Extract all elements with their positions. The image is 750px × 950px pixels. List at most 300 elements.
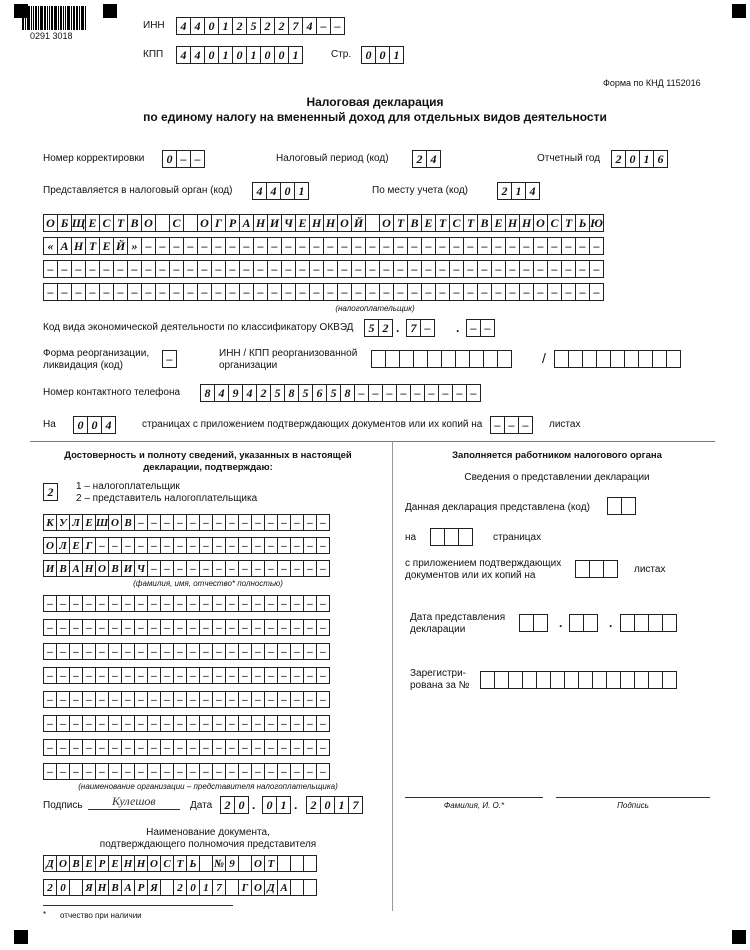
office-date-month[interactable] <box>569 614 597 632</box>
empty-cell <box>662 671 677 689</box>
char-cell: 0 <box>375 46 390 64</box>
char-cell: – <box>173 739 187 756</box>
char-cell: 7 <box>212 879 226 896</box>
date-day-cells[interactable] <box>220 796 248 814</box>
char-cell: – <box>303 643 317 660</box>
corner-marker-bl <box>14 930 28 944</box>
office-date-dot-1: . <box>559 616 563 630</box>
char-cell: – <box>121 739 135 756</box>
okved-dot-2: . <box>456 321 460 335</box>
barcode-bar <box>22 6 24 30</box>
char-cell: – <box>95 643 109 660</box>
char-cell: – <box>43 283 58 301</box>
char-cell: – <box>281 283 296 301</box>
confirm-heading-1: Достоверность и полноту сведений, указанных в настоящей <box>64 450 352 461</box>
char-cell: – <box>212 595 226 612</box>
char-cell: – <box>449 237 464 255</box>
char-cell: Б <box>57 214 72 232</box>
char-cell: – <box>290 739 304 756</box>
char-cell: 8 <box>284 384 299 402</box>
char-cell: – <box>290 763 304 780</box>
char-cell: В <box>108 879 122 896</box>
char-cell: – <box>186 619 200 636</box>
char-cell: – <box>95 595 109 612</box>
char-cell: – <box>95 667 109 684</box>
char-cell: – <box>351 283 366 301</box>
char-cell: 7 <box>288 17 303 35</box>
taxpayer-name-row-1[interactable] <box>43 214 603 232</box>
char-cell: 2 <box>43 483 58 501</box>
org-row-4[interactable] <box>43 667 329 685</box>
char-cell: – <box>69 691 83 708</box>
office-reg-cells[interactable] <box>480 671 676 689</box>
char-cell: – <box>225 715 239 732</box>
char-cell: – <box>303 763 317 780</box>
char-cell: – <box>197 283 212 301</box>
char-cell: О <box>251 879 265 896</box>
surname-cells[interactable] <box>43 514 329 532</box>
char-cell: – <box>491 260 506 278</box>
char-cell: – <box>173 619 187 636</box>
char-cell: Е <box>295 214 310 232</box>
char-cell: Н <box>519 214 534 232</box>
empty-cell <box>648 614 663 632</box>
char-cell <box>290 855 304 872</box>
char-cell: – <box>561 237 576 255</box>
char-cell: В <box>127 214 142 232</box>
char-cell: – <box>251 715 265 732</box>
char-cell: – <box>186 691 200 708</box>
char-cell: О <box>337 214 352 232</box>
char-cell: Т <box>264 855 278 872</box>
char-cell: – <box>238 667 252 684</box>
signer-option-1: 1 – налогоплательщик <box>76 481 180 492</box>
char-cell: – <box>239 283 254 301</box>
char-cell: – <box>82 619 96 636</box>
char-cell: – <box>316 667 330 684</box>
char-cell: 1 <box>246 46 261 64</box>
char-cell: – <box>264 763 278 780</box>
date-month-cells[interactable] <box>262 796 290 814</box>
char-cell: Н <box>505 214 520 232</box>
taxpayer-name-row-3[interactable] <box>43 260 603 278</box>
char-cell: – <box>160 763 174 780</box>
empty-cell <box>589 560 604 578</box>
char-cell: – <box>147 595 161 612</box>
char-cell: « <box>43 237 58 255</box>
date-year-cells[interactable] <box>306 796 362 814</box>
office-code-cells[interactable] <box>607 497 635 515</box>
sign-label: Подпись <box>43 800 83 811</box>
char-cell: – <box>251 691 265 708</box>
char-cell: – <box>69 595 83 612</box>
reorg-slash: / <box>542 350 546 366</box>
char-cell <box>183 214 198 232</box>
char-cell: – <box>438 384 453 402</box>
char-cell: – <box>379 283 394 301</box>
year-cells[interactable] <box>611 150 667 168</box>
org-row-1[interactable] <box>43 595 329 613</box>
signature-line <box>88 809 180 810</box>
place-cells[interactable] <box>497 182 539 200</box>
char-cell: – <box>82 691 96 708</box>
char-cell: – <box>589 283 604 301</box>
char-cell: – <box>43 619 57 636</box>
char-cell: – <box>490 416 505 434</box>
char-cell: – <box>303 667 317 684</box>
char-cell: – <box>147 667 161 684</box>
char-cell: 1 <box>288 46 303 64</box>
char-cell: – <box>56 739 70 756</box>
char-cell: К <box>43 514 57 531</box>
char-cell: – <box>186 537 200 554</box>
signer-code-cell[interactable] <box>43 483 57 501</box>
char-cell: – <box>290 715 304 732</box>
char-cell: – <box>505 260 520 278</box>
char-cell: – <box>251 595 265 612</box>
char-cell: – <box>533 260 548 278</box>
char-cell: Т <box>393 214 408 232</box>
kpp-cells[interactable] <box>176 46 302 64</box>
office-sheets-cells[interactable] <box>575 560 617 578</box>
char-cell: – <box>316 715 330 732</box>
char-cell: – <box>71 283 86 301</box>
char-cell: – <box>134 691 148 708</box>
char-cell: – <box>316 643 330 660</box>
char-cell: – <box>253 283 268 301</box>
char-cell: – <box>519 283 534 301</box>
char-cell: – <box>199 514 213 531</box>
empty-cell <box>455 350 470 368</box>
reorg-cells[interactable] <box>162 350 176 368</box>
char-cell: – <box>277 643 291 660</box>
char-cell: В <box>56 560 70 577</box>
char-cell: 1 <box>639 150 654 168</box>
char-cell: – <box>121 643 135 660</box>
char-cell <box>303 879 317 896</box>
reorg-inn-cells[interactable] <box>371 350 511 368</box>
char-cell: – <box>212 514 226 531</box>
authority-cells[interactable] <box>252 182 308 200</box>
char-cell: – <box>303 595 317 612</box>
char-cell: – <box>108 595 122 612</box>
char-cell: – <box>303 619 317 636</box>
char-cell: – <box>134 763 148 780</box>
char-cell: – <box>316 739 330 756</box>
char-cell: – <box>393 283 408 301</box>
char-cell <box>199 855 213 872</box>
org-row-8[interactable] <box>43 763 329 781</box>
barcode-bar <box>81 6 84 30</box>
char-cell: В <box>407 214 422 232</box>
barcode-bar <box>40 6 43 30</box>
char-cell: – <box>169 283 184 301</box>
char-cell: – <box>108 537 122 554</box>
char-cell: – <box>504 416 519 434</box>
taxpayer-caption: (налогоплательщик) <box>335 304 415 313</box>
char-cell: О <box>141 214 156 232</box>
date-dot-2: . <box>294 798 298 812</box>
char-cell: – <box>95 619 109 636</box>
char-cell: – <box>435 283 450 301</box>
empty-cell <box>624 350 639 368</box>
sheets-cells[interactable] <box>490 416 532 434</box>
char-cell: В <box>121 514 135 531</box>
empty-cell <box>413 350 428 368</box>
char-cell: – <box>43 643 57 660</box>
char-cell: Е <box>82 514 96 531</box>
char-cell: 1 <box>276 796 291 814</box>
char-cell: 4 <box>214 384 229 402</box>
office-date-year[interactable] <box>620 614 676 632</box>
char-cell: О <box>43 537 57 554</box>
char-cell: И <box>267 214 282 232</box>
office-pages-label: страницах <box>493 532 542 543</box>
char-cell: – <box>316 537 330 554</box>
char-cell: Н <box>134 855 148 872</box>
date-dot-1: . <box>252 798 256 812</box>
char-cell: – <box>160 514 174 531</box>
barcode-bar <box>54 6 57 30</box>
char-cell: 4 <box>190 46 205 64</box>
org-row-5[interactable] <box>43 691 329 709</box>
char-cell: – <box>290 667 304 684</box>
char-cell: – <box>199 560 213 577</box>
char-cell: – <box>82 739 96 756</box>
char-cell: Ь <box>186 855 200 872</box>
char-cell: – <box>134 537 148 554</box>
char-cell: – <box>82 715 96 732</box>
page-cells[interactable] <box>361 46 403 64</box>
char-cell: – <box>173 560 187 577</box>
char-cell: – <box>477 260 492 278</box>
office-sign-line <box>556 797 710 798</box>
correction-cells[interactable] <box>162 150 204 168</box>
char-cell: Я <box>147 879 161 896</box>
char-cell: – <box>316 595 330 612</box>
char-cell: – <box>435 237 450 255</box>
barcode-bar <box>79 6 80 30</box>
char-cell: – <box>43 691 57 708</box>
char-cell: – <box>108 691 122 708</box>
char-cell: 4 <box>242 384 257 402</box>
char-cell: – <box>393 260 408 278</box>
char-cell: 8 <box>340 384 355 402</box>
char-cell: 2 <box>274 17 289 35</box>
doc-row-1[interactable] <box>43 855 316 873</box>
char-cell: 6 <box>653 150 668 168</box>
char-cell: – <box>561 283 576 301</box>
char-cell: – <box>147 560 161 577</box>
char-cell: Д <box>43 855 57 872</box>
char-cell: Ш <box>95 514 109 531</box>
char-cell: А <box>57 237 72 255</box>
inn-cells[interactable] <box>176 17 344 35</box>
char-cell: – <box>186 560 200 577</box>
char-cell: – <box>303 560 317 577</box>
char-cell: 5 <box>246 17 261 35</box>
char-cell: 2 <box>611 150 626 168</box>
barcode-bar <box>47 6 48 30</box>
char-cell: – <box>547 283 562 301</box>
char-cell: – <box>533 237 548 255</box>
empty-cell <box>441 350 456 368</box>
okved-cells-1[interactable] <box>364 319 392 337</box>
patronymic-cells[interactable] <box>43 560 329 578</box>
char-cell: Ч <box>134 560 148 577</box>
char-cell: – <box>121 667 135 684</box>
char-cell: Е <box>421 214 436 232</box>
pages-cells[interactable] <box>73 416 115 434</box>
office-date-day[interactable] <box>519 614 547 632</box>
org-row-6[interactable] <box>43 715 329 733</box>
period-cells[interactable] <box>412 150 440 168</box>
char-cell: – <box>264 514 278 531</box>
char-cell: Й <box>113 237 128 255</box>
barcode-bar <box>27 6 30 30</box>
taxpayer-name-row-4[interactable] <box>43 283 603 301</box>
char-cell: – <box>141 260 156 278</box>
empty-cell <box>469 350 484 368</box>
char-cell: Я <box>82 879 96 896</box>
char-cell: 1 <box>218 46 233 64</box>
char-cell: – <box>253 260 268 278</box>
char-cell: – <box>239 260 254 278</box>
firstname-cells[interactable] <box>43 537 329 555</box>
office-date-dot-2: . <box>609 616 613 630</box>
empty-cell <box>536 671 551 689</box>
char-cell: 2 <box>497 182 512 200</box>
char-cell: – <box>575 260 590 278</box>
char-cell: – <box>303 691 317 708</box>
char-cell: – <box>211 283 226 301</box>
org-row-3[interactable] <box>43 643 329 661</box>
doc-row-2[interactable] <box>43 879 316 897</box>
char-cell: – <box>82 643 96 660</box>
char-cell: 0 <box>625 150 640 168</box>
char-cell: – <box>491 237 506 255</box>
char-cell: – <box>95 691 109 708</box>
char-cell: Е <box>85 214 100 232</box>
char-cell: – <box>407 260 422 278</box>
char-cell: Н <box>323 214 338 232</box>
char-cell: – <box>121 595 135 612</box>
char-cell: – <box>368 384 383 402</box>
taxpayer-name-row-2[interactable] <box>43 237 603 255</box>
char-cell: О <box>95 560 109 577</box>
empty-cell <box>550 671 565 689</box>
char-cell: – <box>160 595 174 612</box>
char-cell: » <box>127 237 142 255</box>
char-cell: – <box>463 283 478 301</box>
corner-marker-br <box>732 930 746 944</box>
char-cell: – <box>43 260 58 278</box>
char-cell: 2 <box>256 384 271 402</box>
barcode-bar <box>65 6 66 30</box>
char-cell: С <box>160 855 174 872</box>
org-row-2[interactable] <box>43 619 329 637</box>
char-cell: – <box>290 691 304 708</box>
org-row-7[interactable] <box>43 739 329 757</box>
char-cell: – <box>225 514 239 531</box>
char-cell: – <box>160 537 174 554</box>
char-cell: – <box>463 237 478 255</box>
char-cell: – <box>480 319 495 337</box>
char-cell: – <box>264 537 278 554</box>
char-cell: – <box>264 715 278 732</box>
empty-cell <box>592 671 607 689</box>
char-cell: Р <box>95 855 109 872</box>
char-cell: – <box>85 283 100 301</box>
char-cell: – <box>121 537 135 554</box>
char-cell: – <box>95 763 109 780</box>
char-cell: О <box>533 214 548 232</box>
char-cell: С <box>547 214 562 232</box>
office-pages-cells[interactable] <box>430 528 472 546</box>
empty-cell <box>427 350 442 368</box>
char-cell <box>225 879 239 896</box>
okved-cells-2[interactable] <box>406 319 434 337</box>
char-cell: – <box>264 619 278 636</box>
char-cell: – <box>316 763 330 780</box>
char-cell: О <box>108 514 122 531</box>
char-cell: № <box>212 855 226 872</box>
char-cell: 8 <box>200 384 215 402</box>
char-cell: – <box>290 537 304 554</box>
char-cell: – <box>225 537 239 554</box>
char-cell: – <box>519 260 534 278</box>
empty-cell <box>634 614 649 632</box>
phone-cells[interactable] <box>200 384 480 402</box>
char-cell: – <box>173 595 187 612</box>
char-cell: 1 <box>294 182 309 200</box>
barcode-bar <box>67 6 70 30</box>
char-cell <box>303 855 317 872</box>
char-cell: – <box>121 619 135 636</box>
char-cell: – <box>173 691 187 708</box>
char-cell: – <box>316 619 330 636</box>
char-cell: 5 <box>298 384 313 402</box>
char-cell: – <box>251 514 265 531</box>
char-cell: Г <box>238 879 252 896</box>
char-cell: – <box>113 283 128 301</box>
char-cell: – <box>277 763 291 780</box>
page-label: Стр. <box>331 49 352 60</box>
char-cell: – <box>225 619 239 636</box>
okved-label: Код вида экономической деятельности по классификатору ОКВЭД <box>43 322 354 333</box>
char-cell: Р <box>225 214 240 232</box>
char-cell: – <box>199 739 213 756</box>
char-cell: – <box>212 619 226 636</box>
char-cell: – <box>575 237 590 255</box>
char-cell: – <box>212 537 226 554</box>
char-cell: – <box>183 260 198 278</box>
office-sign-caption: Подпись <box>617 801 649 810</box>
okved-cells-3[interactable] <box>466 319 494 337</box>
char-cell: – <box>211 260 226 278</box>
barcode-bar <box>85 6 86 30</box>
char-cell: – <box>323 260 338 278</box>
char-cell: – <box>197 260 212 278</box>
char-cell: О <box>197 214 212 232</box>
char-cell: – <box>69 715 83 732</box>
barcode-bar <box>35 6 37 30</box>
char-cell: 7 <box>348 796 363 814</box>
char-cell: 0 <box>280 182 295 200</box>
empty-cell <box>621 497 636 515</box>
place-label: По месту учета (код) <box>372 185 469 196</box>
reorg-kpp-cells[interactable] <box>554 350 680 368</box>
